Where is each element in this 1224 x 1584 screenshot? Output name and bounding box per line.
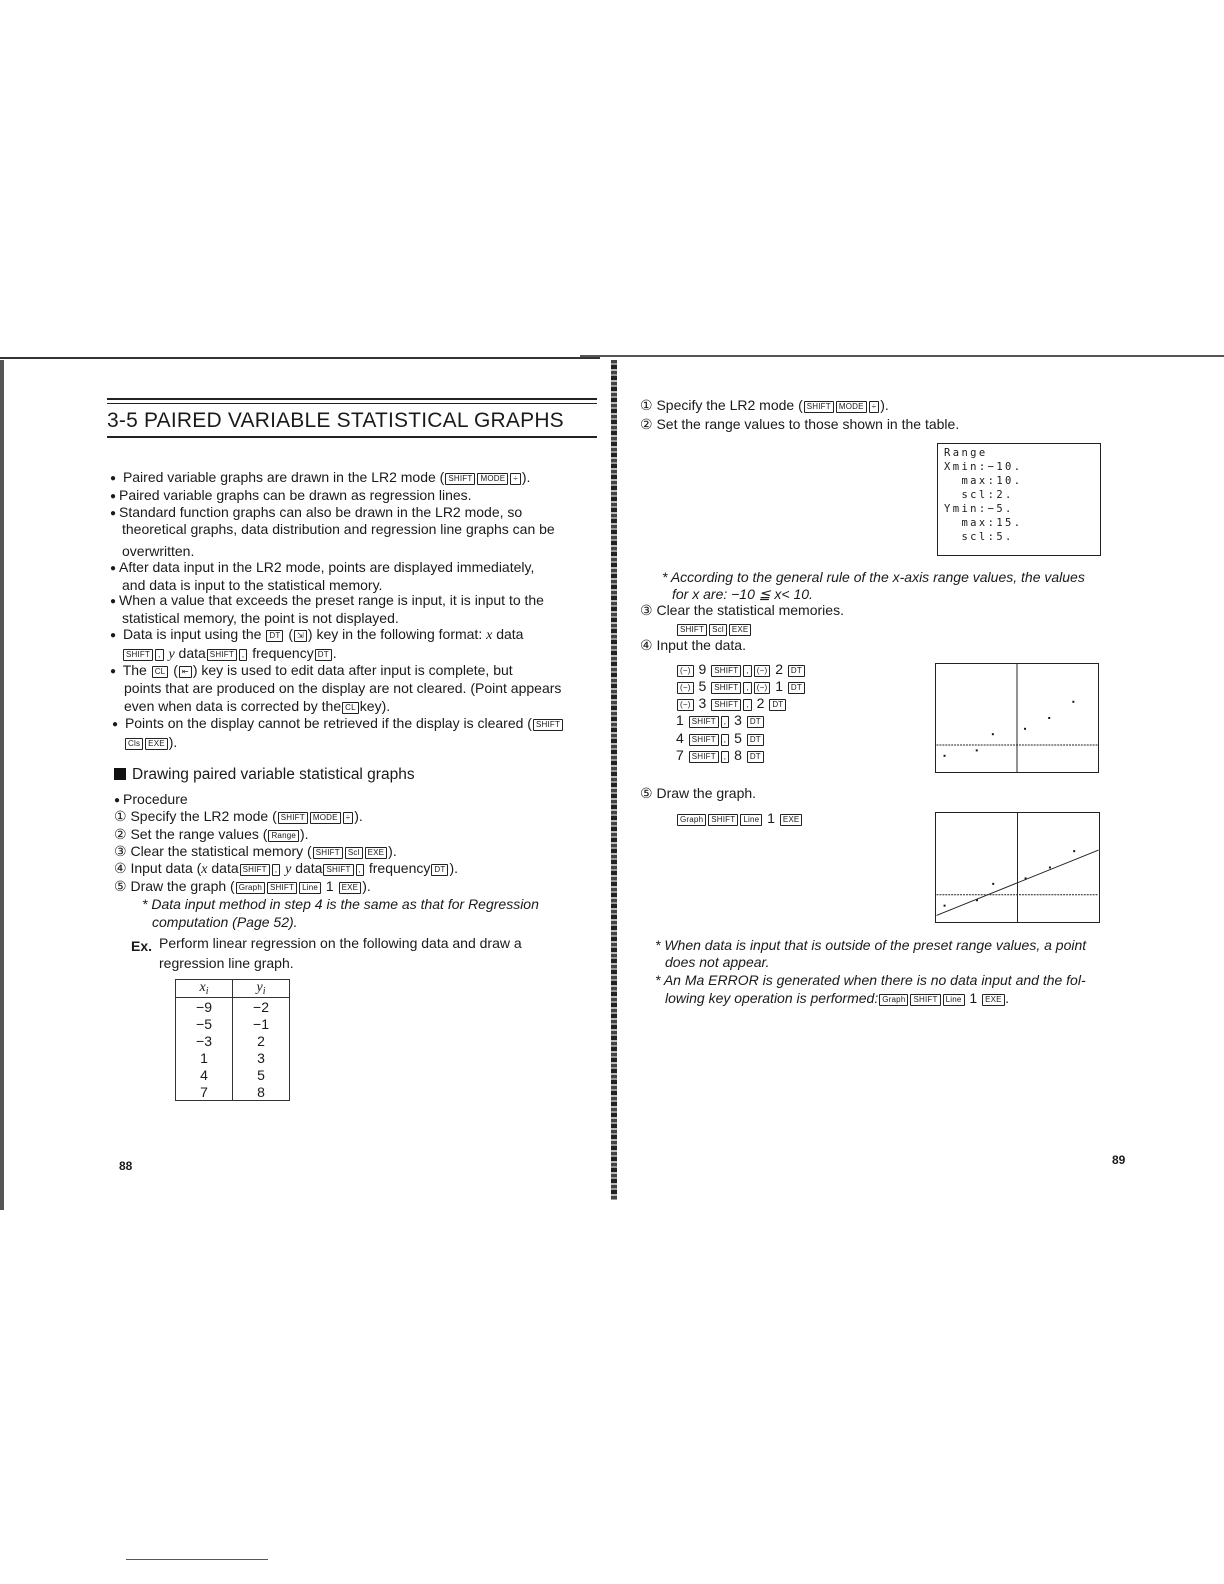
step-num: ② bbox=[640, 416, 653, 432]
bullet-4-line1: ● After data input in the LR2 mode, points are displayed immediately, bbox=[110, 559, 534, 577]
key-dt: DT bbox=[747, 751, 764, 763]
step-1 bbox=[114, 808, 363, 825]
input-line bbox=[676, 747, 765, 764]
example-line2: regression line graph. bbox=[159, 955, 294, 971]
key-shift: SHIFT bbox=[240, 864, 270, 876]
step-num: ⑤ bbox=[640, 785, 653, 801]
value-x: 1 bbox=[676, 712, 684, 728]
data-point bbox=[976, 749, 978, 751]
top-rule-right bbox=[580, 355, 1224, 357]
key-comma: , bbox=[721, 716, 729, 728]
step-text: Draw the graph ( bbox=[130, 878, 235, 894]
key-shift: SHIFT bbox=[278, 812, 308, 824]
bullet-4-line2: and data is input to the statistical memory. bbox=[122, 577, 383, 593]
table-row bbox=[176, 1066, 290, 1083]
value-y: 2 bbox=[775, 661, 784, 677]
value-y: 2 bbox=[756, 695, 765, 711]
example-label: Ex. bbox=[131, 938, 153, 954]
bullet-1 bbox=[110, 469, 530, 487]
bullet-3-line3: overwritten. bbox=[122, 543, 195, 559]
key-dt: DT bbox=[266, 630, 283, 642]
key-dt: DT bbox=[747, 716, 764, 728]
step-end: ). bbox=[388, 843, 397, 859]
key-comma: , bbox=[155, 649, 163, 661]
bullet-6-line1 bbox=[110, 626, 523, 644]
section-title bbox=[114, 766, 415, 783]
table-header-xi: $x_i$ bbox=[176, 980, 233, 998]
data-point bbox=[992, 733, 994, 735]
page-title: 3-5 PAIRED VARIABLE STATISTICAL GRAPHS bbox=[107, 409, 564, 432]
table-header-row bbox=[176, 980, 290, 998]
input-line bbox=[676, 661, 806, 678]
digit-one: 1 bbox=[325, 878, 334, 894]
table-row bbox=[176, 1083, 290, 1101]
bullet-8-end: ). bbox=[168, 734, 178, 750]
step-end: ). bbox=[880, 397, 889, 413]
key-comma: , bbox=[721, 751, 729, 763]
key-mode: MODE bbox=[310, 812, 341, 824]
step-note-line2: computation (Page 52). bbox=[152, 914, 298, 930]
key-comma: , bbox=[743, 665, 751, 677]
bottom-link-rule bbox=[126, 1559, 268, 1560]
key-graph: Graph bbox=[677, 814, 706, 826]
step-3 bbox=[114, 843, 397, 860]
data-point bbox=[1072, 701, 1074, 703]
input-line bbox=[676, 678, 806, 695]
data-point bbox=[1024, 728, 1026, 730]
key-comma: , bbox=[356, 864, 364, 876]
key-exe: EXE bbox=[780, 814, 803, 826]
key-mode: MODE bbox=[477, 473, 508, 485]
data-point bbox=[992, 883, 994, 885]
digit-one: 1 bbox=[969, 990, 978, 1006]
r-note-2-text: lowing key operation is performed: bbox=[665, 990, 879, 1006]
key-exe: EXE bbox=[339, 882, 362, 894]
square-bullet-icon bbox=[114, 768, 126, 780]
cell-x: 7 bbox=[176, 1083, 233, 1101]
step-text: Specify the LR2 mode ( bbox=[656, 397, 803, 413]
step-num: ④ bbox=[640, 637, 653, 653]
regression-graph bbox=[935, 812, 1100, 923]
key-comma: , bbox=[239, 649, 247, 661]
key-shift: SHIFT bbox=[711, 699, 741, 711]
key-shift: SHIFT bbox=[207, 649, 237, 661]
key-negative: (−) bbox=[677, 682, 694, 694]
value-y: 5 bbox=[734, 730, 742, 746]
step-text: Input data ( bbox=[130, 860, 202, 876]
cell-y: −2 bbox=[233, 998, 290, 1016]
key-shift: SHIFT bbox=[804, 401, 834, 413]
r-step-4 bbox=[640, 637, 746, 654]
key-arrow: ⇲ bbox=[294, 630, 307, 642]
title-rule-top bbox=[107, 398, 597, 400]
word-frequency: frequency bbox=[252, 645, 314, 661]
value-x: 4 bbox=[676, 730, 684, 746]
bullet-7-line3 bbox=[124, 698, 390, 715]
r-note-2-line2 bbox=[665, 990, 1010, 1007]
title-rule-top2 bbox=[107, 403, 597, 404]
cell-y: −1 bbox=[233, 1015, 290, 1032]
bullet-7-line1: ● The CL ( ⇤ ) key is used to edit data after input is complete, but bbox=[110, 662, 513, 680]
range-note-line1: * According to the general rule of the x-axis range values, the values bbox=[662, 569, 1085, 585]
step-num: ① bbox=[640, 397, 653, 413]
cell-x: 1 bbox=[176, 1049, 233, 1066]
bullet-1-end: ). bbox=[521, 469, 531, 485]
key-exe: EXE bbox=[729, 624, 752, 636]
key-shift: SHIFT bbox=[533, 719, 563, 731]
cell-y: 8 bbox=[233, 1083, 290, 1101]
cell-x: 4 bbox=[176, 1066, 233, 1083]
cell-y: 2 bbox=[233, 1032, 290, 1049]
range-display bbox=[937, 443, 1101, 556]
key-comma: , bbox=[743, 682, 751, 694]
section-title-text: Drawing paired variable statistical graphs bbox=[132, 766, 415, 783]
key-line: Line bbox=[943, 994, 965, 1006]
lcd-line: Range bbox=[944, 447, 988, 459]
input-line bbox=[676, 712, 765, 729]
r-note-2-line1: * An Ma ERROR is generated when there is no data input and the fol- bbox=[655, 972, 1086, 988]
r-step-3-keys bbox=[676, 620, 752, 637]
key-graph: Graph bbox=[879, 994, 908, 1006]
key-line: Line bbox=[740, 814, 762, 826]
key-cl: CL bbox=[342, 702, 359, 714]
top-rule-left bbox=[0, 357, 600, 359]
word-frequency: frequency bbox=[368, 860, 431, 876]
table-row bbox=[176, 1032, 290, 1049]
step-text: Draw the graph. bbox=[656, 785, 757, 801]
key-cls: Cls bbox=[125, 738, 143, 750]
value-x: 3 bbox=[698, 695, 707, 711]
key-negative: (−) bbox=[677, 699, 694, 711]
key-comma: , bbox=[743, 699, 751, 711]
key-divide: ÷ bbox=[510, 473, 521, 485]
data-table bbox=[175, 979, 290, 1101]
step-text: Specify the LR2 mode ( bbox=[130, 808, 277, 824]
bullet-7-line2: points that are produced on the display are not cleared. (Point appears bbox=[124, 680, 562, 696]
key-shift: SHIFT bbox=[689, 751, 719, 763]
cell-y: 5 bbox=[233, 1066, 290, 1083]
data-point bbox=[1073, 850, 1075, 852]
r-note-2-end: . bbox=[1005, 990, 1010, 1006]
lcd-line: max:15. bbox=[944, 517, 1023, 529]
step-num: ① bbox=[114, 808, 127, 824]
value-x: 9 bbox=[698, 661, 707, 677]
key-shift: SHIFT bbox=[313, 847, 343, 859]
procedure-label: ● Procedure bbox=[114, 791, 188, 809]
key-shift: SHIFT bbox=[711, 682, 741, 694]
key-back: ⇤ bbox=[179, 666, 192, 678]
bullet-7-line3-text: even when data is corrected by the bbox=[124, 698, 342, 714]
step-end: ). bbox=[300, 826, 309, 842]
value-y: 1 bbox=[775, 678, 784, 694]
data-point bbox=[944, 755, 946, 757]
bullet-7-text: key is used to edit data after input is complete, but bbox=[201, 662, 513, 678]
key-shift: SHIFT bbox=[677, 624, 707, 636]
lcd-line: max:10. bbox=[944, 475, 1023, 487]
lcd-line: scl:5. bbox=[944, 531, 1014, 543]
book-spine bbox=[611, 360, 617, 1200]
page-number-right: 89 bbox=[1112, 1153, 1126, 1167]
bullet-2: ● Paired variable graphs can be drawn as regression lines. bbox=[110, 487, 472, 505]
bullet-8-text: Points on the display cannot be retrieved if the display is cleared ( bbox=[124, 715, 532, 731]
key-negative: (−) bbox=[754, 682, 771, 694]
r-step-1 bbox=[640, 397, 889, 414]
key-shift: SHIFT bbox=[689, 716, 719, 728]
page-number-left: 88 bbox=[119, 1159, 133, 1173]
key-exe: EXE bbox=[365, 847, 388, 859]
key-divide: ÷ bbox=[343, 812, 354, 824]
left-page-edge bbox=[0, 360, 4, 1210]
key-negative: (−) bbox=[677, 665, 694, 677]
word-data: data bbox=[178, 645, 206, 661]
key-exe: EXE bbox=[982, 994, 1005, 1006]
key-dt: DT bbox=[788, 665, 805, 677]
word-data: data bbox=[295, 860, 323, 876]
value-y: 8 bbox=[734, 747, 742, 763]
table-header-yi: $y_i$ bbox=[233, 980, 290, 998]
key-cl: CL bbox=[152, 666, 169, 678]
lcd-line: scl:2. bbox=[944, 489, 1014, 501]
key-shift: SHIFT bbox=[708, 814, 738, 826]
key-dt: DT bbox=[431, 864, 448, 876]
key-dt: DT bbox=[747, 734, 764, 746]
key-comma: , bbox=[721, 734, 729, 746]
var-x: x bbox=[486, 628, 493, 643]
step-end: ). bbox=[354, 808, 363, 824]
key-line: Line bbox=[299, 882, 321, 894]
range-note-line2: for x are: −10 ≦ x< 10. bbox=[672, 586, 813, 602]
lcd-line: Xmin:−10. bbox=[944, 461, 1023, 473]
paren-open: ( bbox=[288, 626, 293, 642]
key-dt: DT bbox=[769, 699, 786, 711]
data-point bbox=[944, 905, 946, 907]
step-num: ② bbox=[114, 826, 127, 842]
step-num: ③ bbox=[640, 602, 653, 618]
example-line1: Perform linear regression on the following data and draw a bbox=[159, 935, 522, 951]
bullet-8-line1 bbox=[112, 715, 564, 733]
word-data: data bbox=[211, 860, 239, 876]
value-y: 3 bbox=[734, 712, 742, 728]
key-shift: SHIFT bbox=[689, 734, 719, 746]
key-scl: Scl bbox=[345, 847, 363, 859]
bullet-5-line1: ● When a value that exceeds the preset range is input, it is input to the bbox=[110, 592, 544, 610]
input-line bbox=[676, 730, 765, 747]
key-shift: SHIFT bbox=[267, 882, 297, 894]
key-shift: SHIFT bbox=[323, 864, 353, 876]
step-end: ). bbox=[362, 878, 371, 894]
var-y: y bbox=[285, 862, 292, 877]
bullet-1-text: Paired variable graphs are drawn in the LR2 mode ( bbox=[122, 469, 445, 485]
bullet-5-line2: statistical memory, the point is not displayed. bbox=[122, 610, 399, 626]
key-dt: DT bbox=[788, 682, 805, 694]
key-shift: SHIFT bbox=[711, 665, 741, 677]
step-num: ⑤ bbox=[114, 878, 127, 894]
step-note-line1: * Data input method in step 4 is the same as that for Regression bbox=[142, 896, 539, 912]
r-step-5 bbox=[640, 785, 756, 802]
key-shift: SHIFT bbox=[123, 649, 153, 661]
r-note-1-line1: * When data is input that is outside of the preset range values, a point bbox=[655, 937, 1087, 953]
value-x: 5 bbox=[698, 678, 707, 694]
bullet-6-line2: SHIFT , y data SHIFT , frequency DT . bbox=[122, 645, 337, 663]
step-text: Clear the statistical memory ( bbox=[130, 843, 312, 859]
step-num: ③ bbox=[114, 843, 127, 859]
cell-x: −9 bbox=[176, 998, 233, 1016]
key-shift: SHIFT bbox=[910, 994, 940, 1006]
step-end: ). bbox=[449, 860, 458, 876]
r-step-5-keys bbox=[676, 810, 803, 827]
data-point bbox=[1048, 717, 1050, 719]
key-mode: MODE bbox=[836, 401, 867, 413]
key-graph: Graph bbox=[236, 882, 265, 894]
var-y: y bbox=[168, 647, 175, 662]
cell-x: −5 bbox=[176, 1015, 233, 1032]
var-x: x bbox=[201, 862, 208, 877]
step-text: Set the range values to those shown in the table. bbox=[656, 416, 960, 432]
title-rule-bottom bbox=[107, 436, 597, 438]
step-2 bbox=[114, 826, 309, 843]
input-line bbox=[676, 695, 787, 712]
bullet-3-line1: ● Standard function graphs can also be drawn in the LR2 mode, so bbox=[110, 504, 522, 522]
key-scl: Scl bbox=[709, 624, 727, 636]
scatter-graph bbox=[935, 663, 1099, 773]
key-divide: ÷ bbox=[869, 401, 880, 413]
lcd-line: Ymin:−5. bbox=[944, 503, 1014, 515]
bullet-6-text: Data is input using the bbox=[122, 626, 262, 642]
table-row bbox=[176, 998, 290, 1016]
step-text: Set the range values ( bbox=[130, 826, 268, 842]
cell-y: 3 bbox=[233, 1049, 290, 1066]
key-shift: SHIFT bbox=[445, 473, 475, 485]
cell-x: −3 bbox=[176, 1032, 233, 1049]
key-negative: (−) bbox=[754, 665, 771, 677]
word-the: The bbox=[122, 662, 147, 678]
bullet-6-format: ) key in the following format: bbox=[307, 626, 483, 642]
bullet-7-line3-end: key). bbox=[359, 698, 391, 714]
step-5 bbox=[114, 878, 371, 895]
data-point bbox=[1049, 867, 1051, 869]
value-x: 7 bbox=[676, 747, 684, 763]
key-exe: EXE bbox=[145, 738, 168, 750]
step-4 bbox=[114, 860, 458, 878]
bullet-3-line2: theoretical graphs, data distribution and regression line graphs can be bbox=[122, 521, 555, 537]
r-step-2 bbox=[640, 416, 959, 433]
table-row bbox=[176, 1015, 290, 1032]
digit-one: 1 bbox=[767, 810, 775, 826]
step-num: ④ bbox=[114, 860, 127, 876]
table-row bbox=[176, 1049, 290, 1066]
r-note-1-line2: does not appear. bbox=[665, 954, 770, 970]
step-text: Input the data. bbox=[656, 637, 746, 653]
key-dt: DT bbox=[315, 649, 332, 661]
bullet-8-line2 bbox=[124, 734, 177, 751]
r-step-3 bbox=[640, 602, 844, 619]
key-comma: , bbox=[272, 864, 280, 876]
step-text: Clear the statistical memories. bbox=[656, 602, 844, 618]
key-range: Range bbox=[268, 830, 299, 842]
word-data: data bbox=[496, 626, 524, 642]
